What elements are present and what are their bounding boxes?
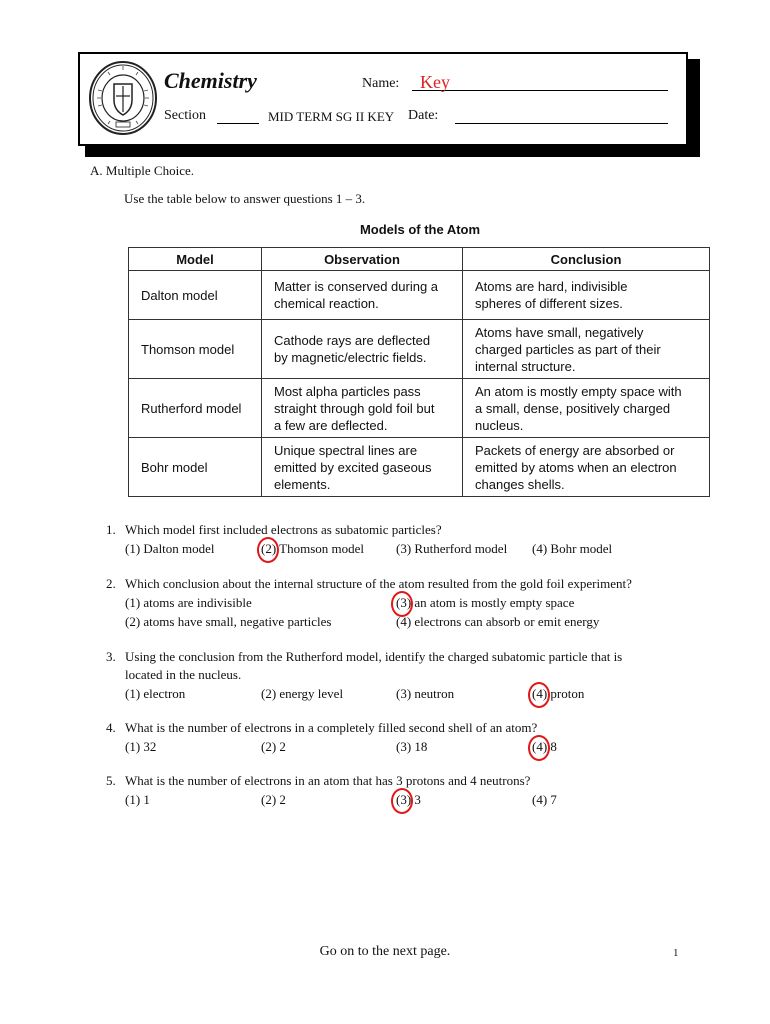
question-text: Using the conclusion from the Rutherford model, identify the charged subatomic particle that is: [125, 649, 623, 664]
answer-circle: [391, 591, 413, 617]
observation-cell: Cathode rays are deflected by magnetic/electric fields.: [262, 320, 463, 379]
observation-cell: Matter is conserved during a chemical reaction.: [262, 271, 463, 320]
section-label: Section: [164, 108, 206, 123]
models-table: [128, 247, 710, 497]
model-cell: Rutherford model: [129, 379, 262, 438]
answer-circle: [257, 537, 279, 563]
model-cell: Bohr model: [129, 438, 262, 497]
observation-cell: Unique spectral lines are emitted by excited gaseous elements.: [262, 438, 463, 497]
conclusion-cell: An atom is mostly empty space with a small, dense, positively charged nucleus.: [463, 379, 710, 438]
answer-choice: (3) Rutherford model: [396, 541, 508, 556]
answer-choice: (3) neutron: [396, 686, 455, 701]
date-field-line: [455, 123, 668, 124]
table-row: [129, 271, 710, 320]
answer-choice: (4) Bohr model: [532, 541, 613, 556]
observation-cell: Most alpha particles pass straight through gold foil but a few are deflected.: [262, 379, 463, 438]
question-text: Which model first included electrons as subatomic particles?: [125, 522, 442, 537]
answer-choice: (1) electron: [125, 686, 186, 701]
question-number: 4.: [106, 720, 116, 735]
question-number: 2.: [106, 576, 116, 591]
answer-circle: [528, 735, 550, 761]
answer-choice: (4) 7: [532, 792, 557, 807]
column-header: Model: [129, 248, 262, 271]
answer-choice: (4) electrons can absorb or emit energy: [396, 614, 600, 629]
date-label: Date:: [408, 108, 439, 123]
table-title: Models of the Atom: [359, 222, 481, 237]
answer-choice: (2) Thomson model: [261, 541, 365, 556]
answer-choice: (1) atoms are indivisible: [125, 595, 252, 610]
question-text: What is the number of electrons in an atom that has 3 protons and 4 neutrons?: [125, 773, 531, 788]
answer-choice: (3) 18: [396, 739, 428, 754]
model-cell: Thomson model: [129, 320, 262, 379]
answer-choice: (2) 2: [261, 792, 286, 807]
table-row: [129, 379, 710, 438]
question-text: Which conclusion about the internal structure of the atom resulted from the gold foil experiment?: [125, 576, 632, 591]
conclusion-cell: Packets of energy are absorbed or emitted by atoms when an electron changes shells.: [463, 438, 710, 497]
answer-circle: [528, 682, 550, 708]
answer-choice: (3) an atom is mostly empty space: [396, 595, 575, 610]
table-header-row: [129, 248, 710, 271]
page-title: Chemistry: [164, 68, 257, 93]
answer-choice: (3) 3: [396, 792, 421, 807]
answer-choice: (2) 2: [261, 739, 286, 754]
model-cell: Dalton model: [129, 271, 262, 320]
answer-choice: (1) 1: [125, 792, 150, 807]
answer-choice: (2) energy level: [261, 686, 344, 701]
answer-choice: (4) proton: [532, 686, 585, 701]
table-row: [129, 438, 710, 497]
answer-circle: [391, 788, 413, 814]
question-text: What is the number of electrons in a completely filled second shell of an atom?: [125, 720, 538, 735]
conclusion-cell: Atoms are hard, indivisible spheres of different sizes.: [463, 271, 710, 320]
table-row: [129, 320, 710, 379]
question-text: located in the nucleus.: [125, 667, 242, 682]
column-header: Observation: [262, 248, 463, 271]
section-field-line: [217, 123, 259, 124]
exam-label: MID TERM SG II KEY: [268, 109, 395, 124]
answer-choice: (1) Dalton model: [125, 541, 215, 556]
question-number: 1.: [106, 522, 116, 537]
name-label: Name:: [362, 76, 400, 91]
section-heading: A. Multiple Choice.: [90, 163, 194, 178]
answer-choice: (2) atoms have small, negative particles: [125, 614, 332, 629]
column-header: Conclusion: [463, 248, 710, 271]
school-seal-icon: [88, 60, 158, 136]
page-number: 1: [673, 947, 679, 959]
name-field-line: [412, 90, 668, 91]
footer-next-page: Go on to the next page.: [319, 944, 451, 959]
header-box: [78, 52, 688, 146]
question-number: 3.: [106, 649, 116, 664]
table-instruction: Use the table below to answer questions 1 – 3.: [124, 191, 366, 206]
answer-choice: (1) 32: [125, 739, 157, 754]
question-number: 5.: [106, 773, 116, 788]
answer-choice: (4) 8: [532, 739, 557, 754]
conclusion-cell: Atoms have small, negatively charged particles as part of their internal structure.: [463, 320, 710, 379]
name-value: Key: [420, 72, 450, 92]
